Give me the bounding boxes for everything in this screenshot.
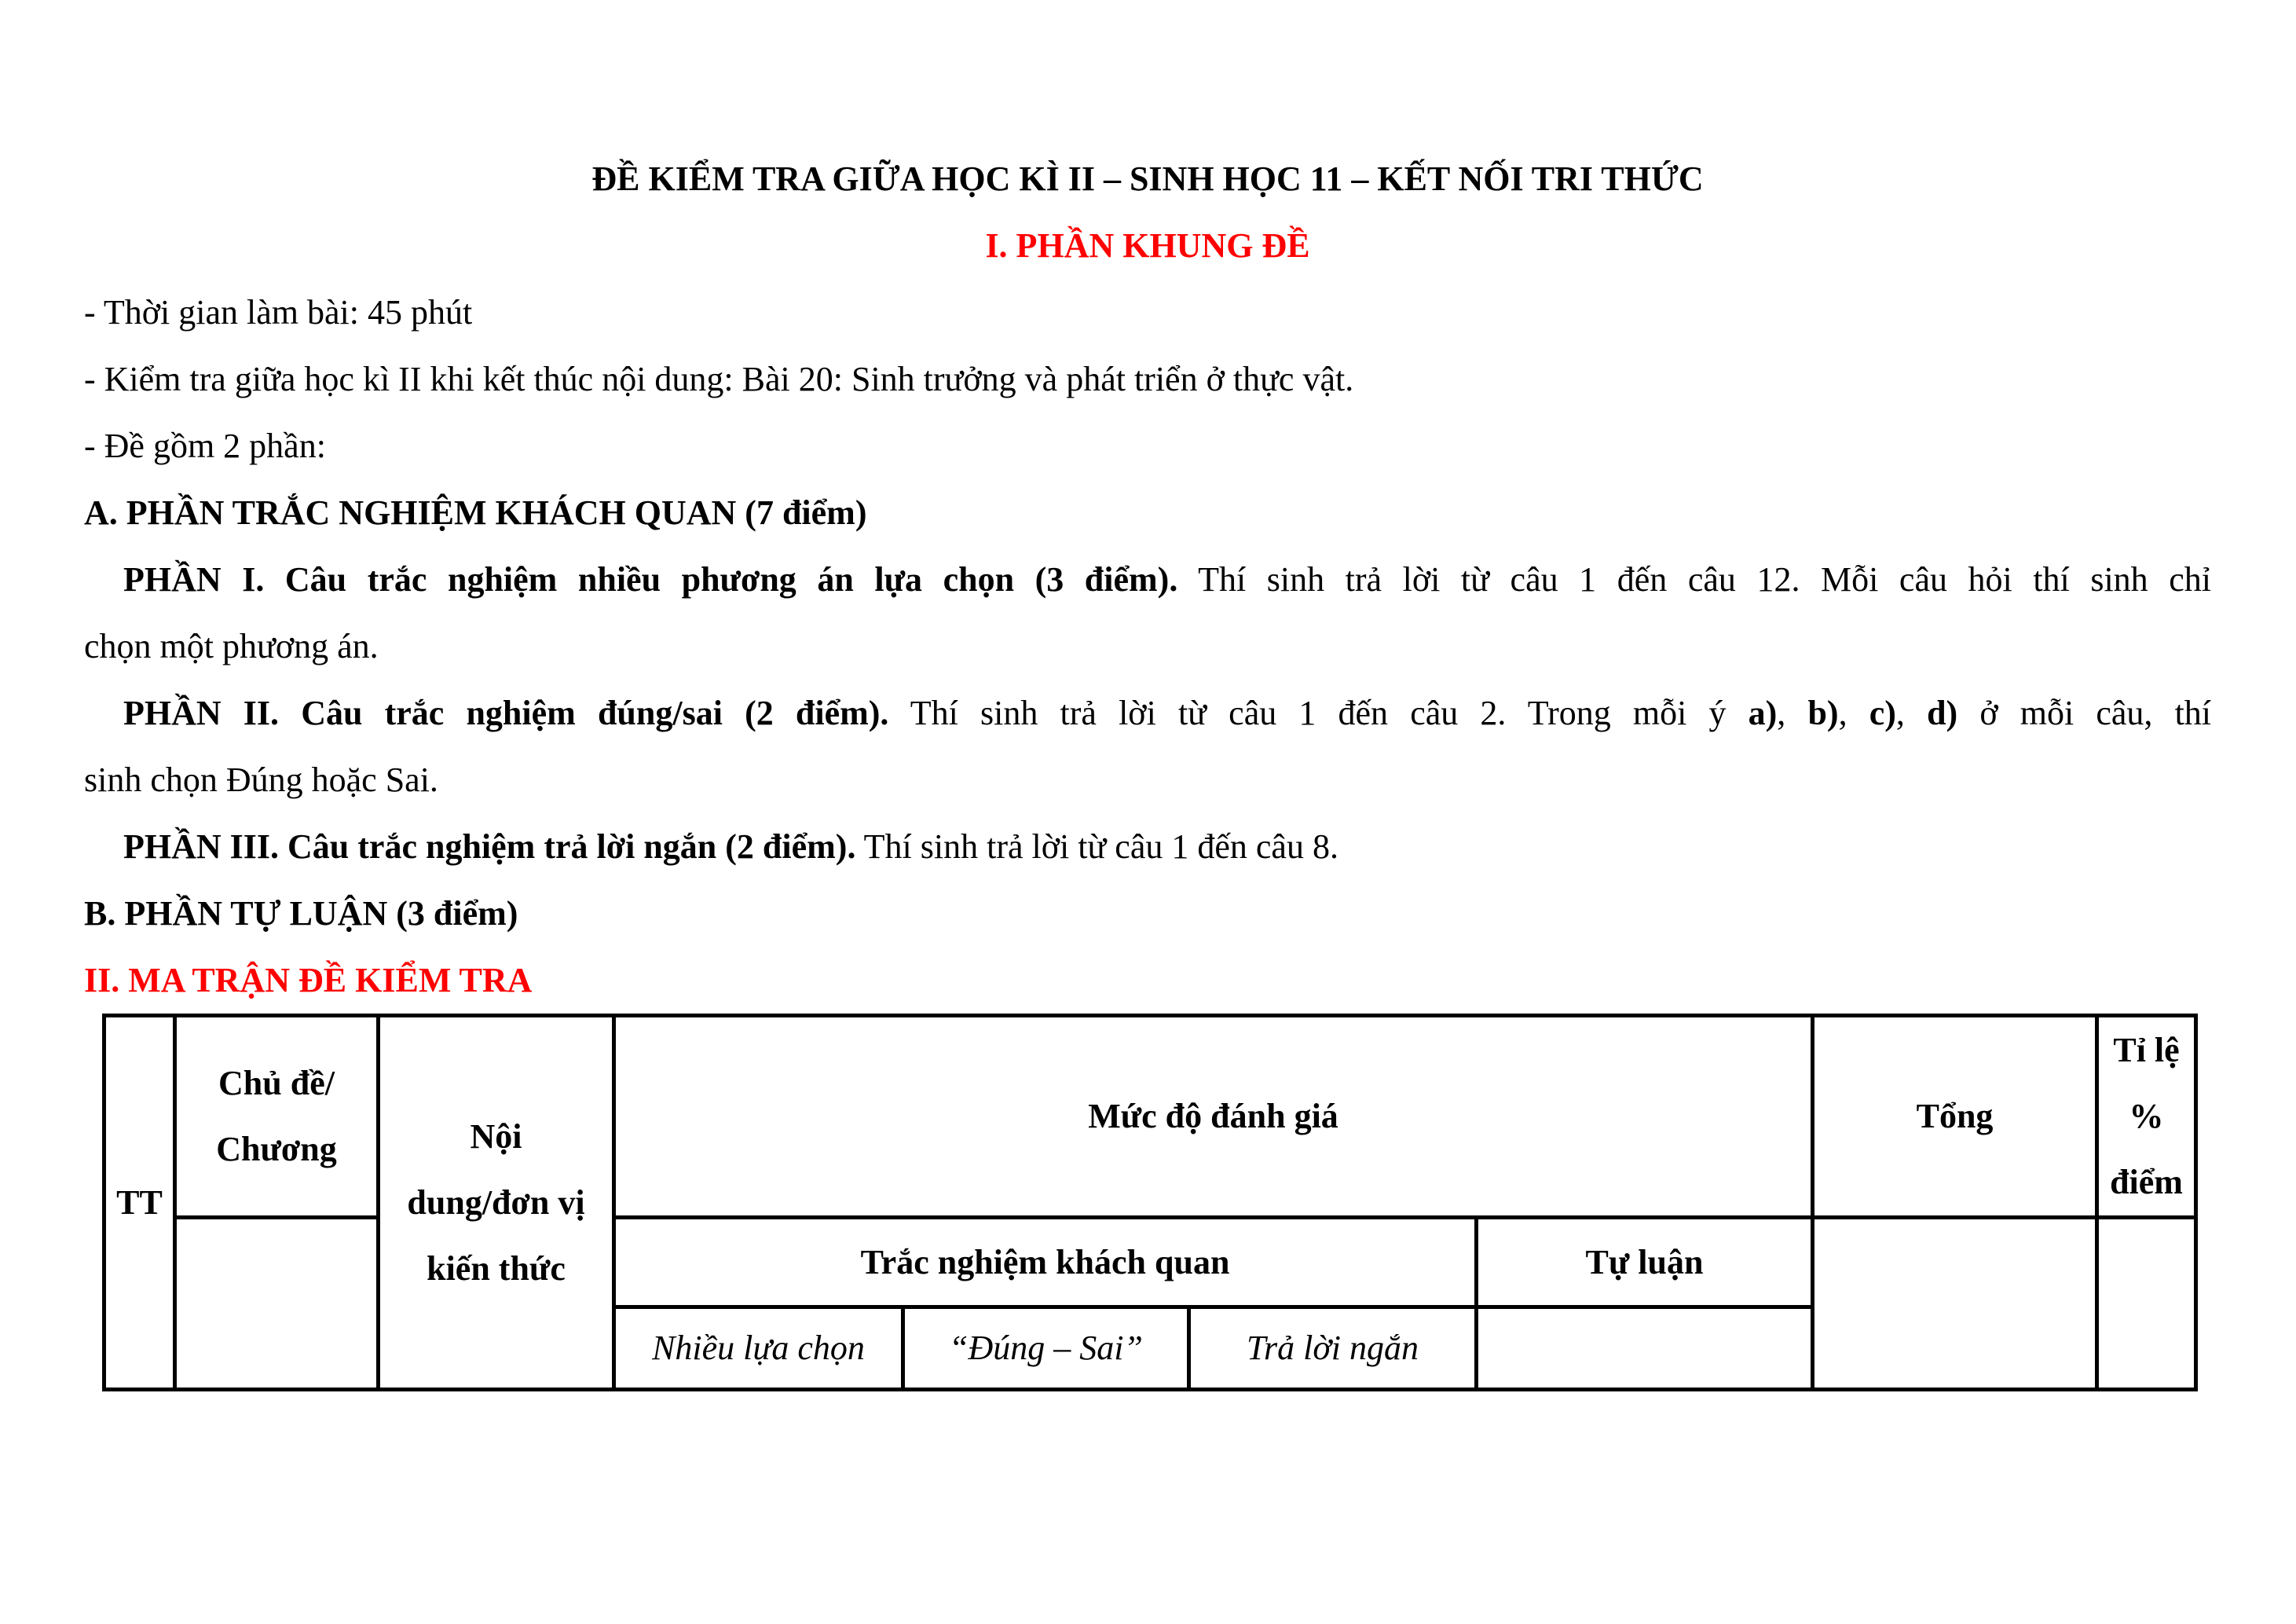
info-line-parts: - Đề gồm 2 phần:: [84, 427, 326, 465]
phan-i-text-line-2: chọn một phương án.: [84, 627, 379, 665]
cell-tu-luan-empty: [1477, 1307, 1813, 1390]
header-tu-luan: Tự luận: [1477, 1218, 1813, 1307]
part-a-heading: A. PHẦN TRẮC NGHIỆM KHÁCH QUAN (7 điểm): [84, 493, 867, 532]
header-chu-de-chuong: Chủ đề/ Chương: [175, 1016, 379, 1218]
header-tong: Tổng: [1813, 1016, 2097, 1218]
cell-chu-de-empty: [175, 1218, 379, 1390]
phan-i-text-line-1: PHẦN I. Câu trắc nghiệm nhiều phương án lựa chọn (3 điểm). Thí sinh trả lời từ câu 1 đến câu 12. Mỗi câu hỏi thí sinh chỉ: [123, 560, 2211, 599]
header-trac-nghiem-khach-quan: Trắc nghiệm khách quan: [614, 1218, 1477, 1307]
section-ii-heading: II. MA TRẬN ĐỀ KIỂM TRA: [84, 961, 533, 999]
document-title: ĐỀ KIỂM TRA GIỮA HỌC KÌ II – SINH HỌC 11 – KẾT NỐI TRI THỨC: [591, 159, 1704, 198]
info-line-scope: - Kiểm tra giữa học kì II khi kết thúc nội dung: Bài 20: Sinh trưởng và phát triển ở thực vật.: [84, 360, 1354, 398]
header-noi-dung-don-vi-kien-thuc: Nội dung/đơn vị kiến thức: [379, 1016, 614, 1390]
cell-ti-le-empty: [2097, 1218, 2196, 1390]
info-line-duration: - Thời gian làm bài: 45 phút: [84, 293, 473, 332]
header-tt: TT: [104, 1016, 175, 1390]
phan-ii-text-line-1: PHẦN II. Câu trắc nghiệm đúng/sai (2 điểm). Thí sinh trả lời từ câu 1 đến câu 2. Trong mỗi ý a), b), c), d) ở mỗi câu, thí: [123, 694, 2212, 732]
header-dung-sai: “Đúng – Sai”: [903, 1307, 1189, 1390]
part-b-heading: B. PHẦN TỰ LUẬN (3 điểm): [84, 894, 518, 933]
header-tra-loi-ngan: Trả lời ngắn: [1189, 1307, 1477, 1390]
matrix-table: [102, 1014, 2198, 1391]
header-muc-do-danh-gia: Mức độ đánh giá: [614, 1016, 1813, 1218]
phan-ii-text-line-2: sinh chọn Đúng hoặc Sai.: [84, 761, 438, 799]
header-ti-le-phan-tram-diem: Tỉ lệ % điểm: [2097, 1016, 2196, 1218]
phan-iii-text-line: PHẦN III. Câu trắc nghiệm trả lời ngắn (2 điểm). Thí sinh trả lời từ câu 1 đến câu 8.: [123, 827, 1338, 866]
section-i-heading: I. PHẦN KHUNG ĐỀ: [985, 226, 1310, 265]
header-nhieu-lua-chon: Nhiều lựa chọn: [614, 1307, 903, 1390]
cell-tong-empty: [1813, 1218, 2097, 1390]
